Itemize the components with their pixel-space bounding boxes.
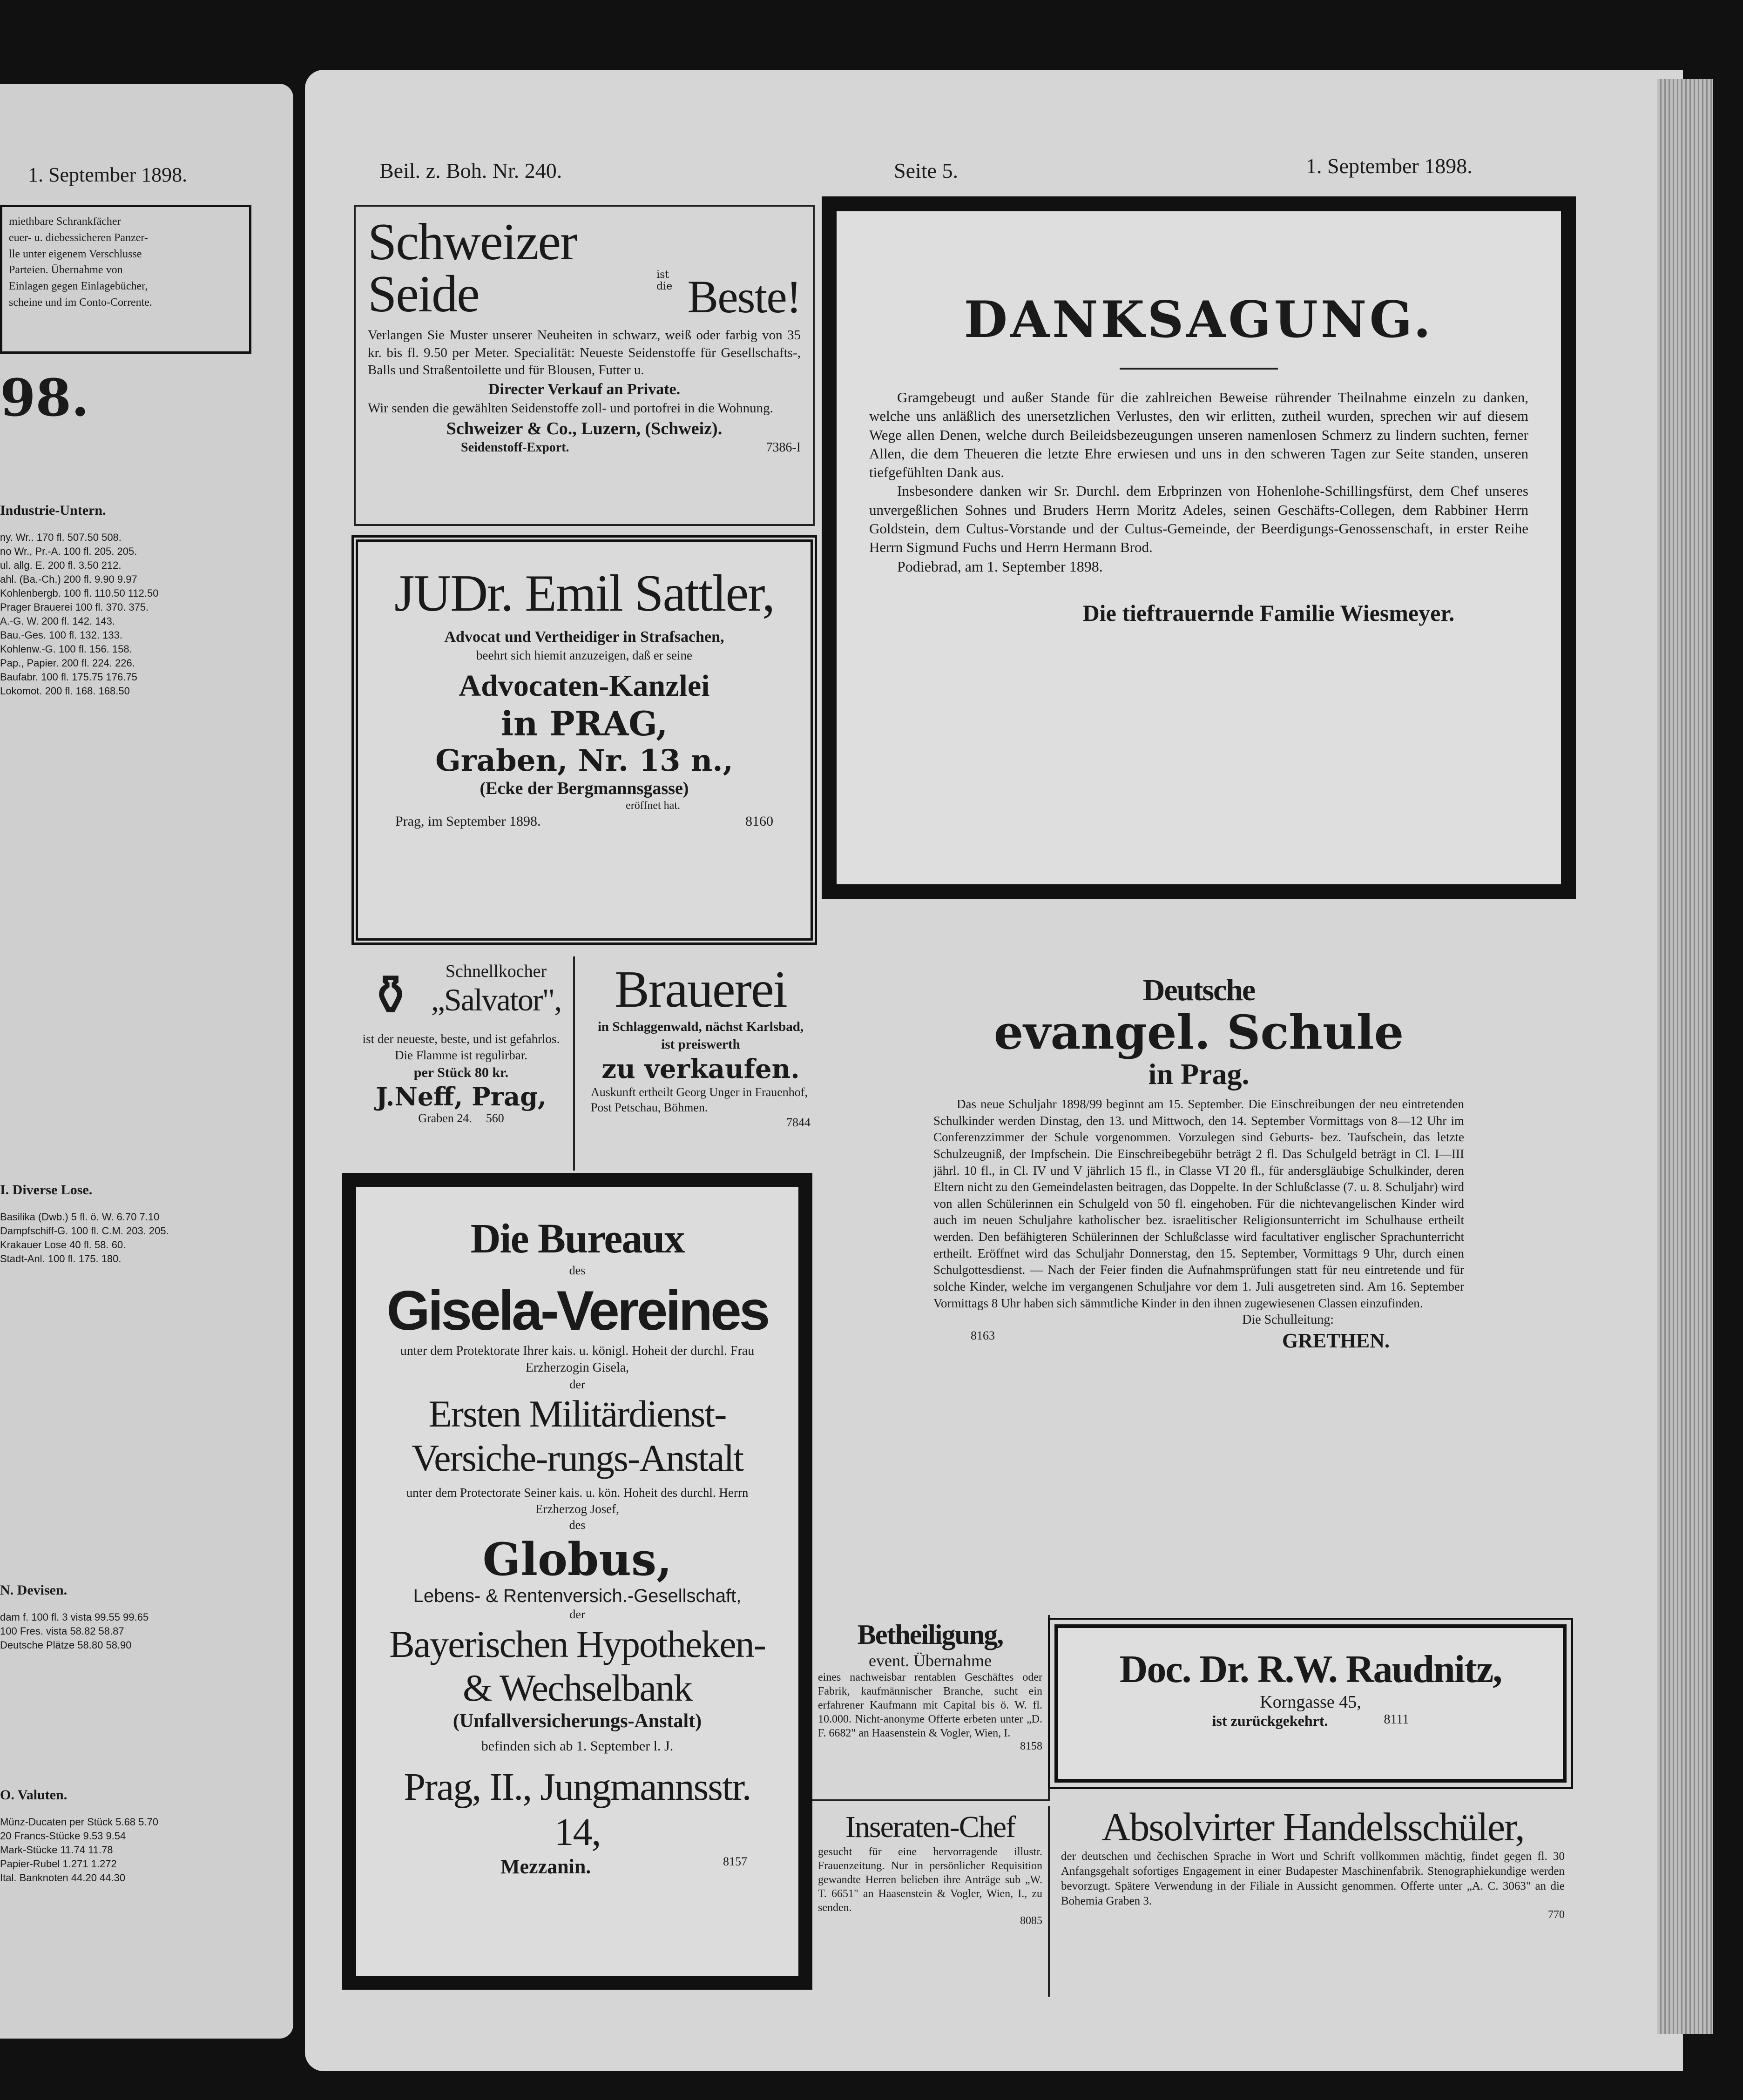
left-rows-b: [0, 1210, 256, 1266]
schule-sig2: GRETHEN.: [1282, 1329, 1390, 1352]
schule-l2: evangel. Schule: [993, 1005, 1404, 1060]
left-row: Papier-Rubel 1.271 1.272: [0, 1858, 117, 1870]
ad-handelsschueler: [1054, 1801, 1571, 1997]
gisela-l13: (Unfallversicherungs-Anstalt): [453, 1710, 702, 1732]
sattler-corner: (Ecke der Bergmannsgasse): [480, 779, 689, 799]
salvator-top: [356, 961, 567, 1031]
schule-body: Das neue Schuljahr 1898/99 beginnt am 15. September. Die Einschreibungen der neu eintretenden Schulkinder werden Dinstag, den 13. und Mittwoch, den 14. September Vormittags von 8—12 Uhr im Conferenzzimmer der Schule vorgenommen. Vorzulegen sind Geburts- bez. Taufschein, das letzte Schulzeugniß, der Impfschein. Die Einschreibegebühr beträgt 2 fl. Das Schulgeld beträgt in Cl. I—III jährl. 10 fl., in Cl. IV und V jährlich 15 fl., in Classe VI 20 fl., für andersgläubige Schulkinder, deren Eltern nicht zu den Gemeindelasten beitragen, das Doppelte. In der Schlußclasse (7. u. 8. Schuljahr) wird von allen Schülerinnen ein Schulgeld von 50 fl. eingehoben. Für die nichtevangelischen Kinder wird auch im neuen Schuljahre katholischer bez. israelitischer Religionsunterricht im Schulhause ertheilt werden. Den befähigteren Schülerinnen der Schlußclasse wird facultativer englischer Sprachunterricht ertheilt. Eröffnet wird das Schuljahr Donnerstag, den 15. September, Vormittags 9 Uhr, durch einen Schulgottesdienst. — Nach der Feier finden die Aufnahmsprüfungen statt für neu eintretende und für solche Kinder, welche im vergangenen Schuljahre vor dem 1. Juli ausgetreten sind. Am 16. September Vormittags 8 Uhr haben sich sämmtliche Kinder in den ihnen zugewiesenen Classen einzufinden.: [933, 1097, 1464, 1310]
sattler-name: JUDr. Emil Sattler,: [394, 565, 775, 622]
raudnitz-footer: [1072, 1712, 1549, 1730]
gisela-l4: unter dem Protektorate Ihrer kais. u. königl. Hoheit der durchl. Frau Erzherzogin Gisela,: [400, 1343, 755, 1375]
left-box-line: Parteien. Übernahme von: [9, 264, 123, 276]
left-row: Deutsche Plätze 58.80 58.90: [0, 1639, 132, 1651]
ad-schule: [924, 973, 1473, 1578]
left-row: Basilika (Dwb.) 5 fl. ö. W. 6.70 7.10: [0, 1211, 160, 1223]
sattler-code: 8160: [745, 813, 773, 829]
left-row: ul. allg. E. 200 fl. 3.50 212.: [0, 559, 122, 571]
left-box-line: Einlagen gegen Einlagebücher,: [9, 280, 148, 293]
sattler-address: Graben, Nr. 13 n.,: [435, 743, 733, 779]
schule-l1: Deutsche: [1142, 973, 1255, 1007]
left-year-heading: 98.: [0, 368, 89, 428]
schule-footer: [933, 1329, 1464, 1353]
betheiligung-code: 8158: [1020, 1740, 1042, 1752]
danksagung-body2: Insbesondere danken wir Sr. Durchl. dem Erbprinzen von Hohenlohe-Schillingsfürst, dem Chef unseres unvergeßlichen Sohnes und Bruders Herrn Moritz Adeles, seinen Geschäfts-Collegen, dem Rabbiner Herrn Goldstein, dem Cultus-Vorstande und der Cultus-Gemeinde, der Beerdigungs-Genossenschaft, in erster Reihe Herrn Sigmund Fuchs und Herrn Hermann Brod.: [869, 483, 1528, 556]
right-page: [305, 70, 1683, 2071]
seide-firm: Schweizer & Co., Luzern, (Schweiz).: [446, 418, 723, 438]
left-rows-d: [0, 1815, 256, 1885]
left-row: Dampfschiff-G. 100 fl. C.M. 203. 205.: [0, 1225, 169, 1237]
ad-brauerei: [584, 956, 817, 1171]
left-row: Pap., Papier. 200 fl. 224. 226.: [0, 657, 135, 669]
sattler-date: Prag, im September 1898.: [395, 813, 541, 829]
inseraten-code: 8085: [1020, 1915, 1042, 1927]
left-row: Stadt-Anl. 100 fl. 175. 180.: [0, 1253, 122, 1265]
gisela-l12: Bayerischen Hypotheken-& Wechselbank: [389, 1622, 765, 1710]
salvator-kettle-icon: ⚱: [367, 963, 414, 1028]
raudnitz-addr: Korngasse 45,: [1260, 1692, 1361, 1712]
salvator-name: „Salvator",: [431, 982, 561, 1017]
gisela-l16: Mezzanin.: [500, 1855, 591, 1878]
ad-inseraten-chef: [812, 1806, 1050, 1997]
sattler-city: in PRAG,: [500, 704, 668, 744]
seide-firm-sub: Seidenstoff-Export.: [461, 440, 569, 455]
book-page-edges: [1657, 79, 1713, 2034]
salvator-addr: Graben 24.: [418, 1111, 472, 1125]
ad-salvator: [349, 956, 575, 1171]
handelsschueler-body: der deutschen und čechischen Sprache in Wort und Schrift vollkommen mächtig, findet gegen fl. 30 Anfangsgehalt sofortiges Engagement in einer Budapester Maschinenfabrik. Stenographiekundige werden bevorzugt. Spätere Verwendung in der Filiale in Aussicht genommen. Offerte unter „A. C. 3063" an die Bohemia Graben 3.: [1061, 1850, 1565, 1907]
salvator-code: 560: [486, 1111, 504, 1125]
left-row: ny. Wr.. 170 fl. 507.50 508.: [0, 532, 122, 543]
gisela-code: 8157: [723, 1855, 747, 1869]
left-row: A.-G. W. 200 fl. 142. 143.: [0, 615, 115, 627]
brauerei-code: 7844: [786, 1116, 811, 1130]
betheiligung-sub: event. Übernahme: [869, 1651, 992, 1670]
gisela-l7: unter dem Protectorate Seiner kais. u. kön. Hoheit des durchl. Herrn Erzherzog Josef,: [406, 1485, 749, 1516]
left-row: Bau.-Ges. 100 fl. 132. 133.: [0, 629, 122, 641]
ad-schweizer-seide: [354, 205, 815, 526]
left-row: Mark-Stücke 11.74 11.78: [0, 1844, 113, 1856]
sattler-office: Advocaten-Kanzlei: [459, 669, 710, 703]
salvator-price: per Stück 80 kr.: [413, 1065, 509, 1081]
betheiligung-body: eines nachweisbar rentablen Geschäftes oder Fabrik, kaufmännischer Branche, sucht ein erfahrener Kaufmann mit Capital bis ö. W. fl. 10.000. Nicht-anonyme Offerte erbeten unter „D. F. 6682" an Haasenstein & Vogler, Wien, I.: [818, 1671, 1042, 1739]
brauerei-action: zu verkaufen.: [601, 1053, 800, 1084]
left-row: Krakauer Lose 40 fl. 58. 60.: [0, 1239, 126, 1251]
salvator-kind: Schnellkocher: [445, 962, 547, 981]
seide-body: Verlangen Sie Muster unserer Neuheiten in schwarz, weiß oder farbig von 35 kr. bis fl. 9.50 per Meter. Specialität: Neueste Seidenstoffe für Gesellschafts-, Balls und Straßentoilette und für Blousen, Futter u.: [368, 328, 801, 378]
gisela-l8: des: [569, 1518, 586, 1532]
left-row: 100 Fres. vista 58.82 58.87: [0, 1625, 124, 1637]
raudnitz-code: 8111: [1384, 1712, 1409, 1727]
brauerei-info: Auskunft ertheilt Georg Unger in Frauenhof, Post Petschau, Böhmen.: [591, 1085, 808, 1115]
schule-l3: in Prag.: [1148, 1057, 1250, 1090]
betheiligung-title: Betheiligung,: [857, 1619, 1003, 1650]
danksagung-place: Podiebrad, am 1. September 1898.: [897, 558, 1103, 575]
left-row: ahl. (Ba.-Ch.) 200 fl. 9.90 9.97: [0, 573, 137, 585]
sattler-line2: beehrt sich hiemit anzuzeigen, daß er seine: [476, 648, 693, 663]
header-date: 1. September 1898.: [1306, 154, 1473, 178]
header-page-number: Seite 5.: [894, 159, 958, 182]
left-row: 20 Francs-Stücke 9.53 9.54: [0, 1830, 126, 1842]
inseraten-body: gesucht für eine hervorragende illustr. Frauenzeitung. Nur in persönlicher Requisition gewandte Herren belieben ihre Anträge sub „W. T. 6651" an Haasenstein & Vogler, Wien, I., zu senden.: [818, 1846, 1042, 1914]
danksagung-body: Gramgebeugt und außer Stande für die zahlreichen Beweise rührender Theilnahme einzeln zu danken, welche uns anläßlich des unersetzlichen Verlustes, den wir erlitten, zutheil wurden, sprechen wir auf diesem Wege allen Denen, welche durch Beileidsbezeugungen unseren namenlosen Schmerz zu lindern suchten, ferner Allen, die dem Theueren die letzte Ehre erwiesen und uns in den schweren Tagen zur Seite standen, unseren tiefgefühlten Dank aus.: [869, 389, 1528, 481]
left-box-line: euer- u. diebessicheren Panzer-: [9, 231, 148, 244]
left-row: Prager Brauerei 100 fl. 370. 375.: [0, 601, 149, 613]
left-row: Kohlenbergb. 100 fl. 110.50 112.50: [0, 587, 159, 599]
left-row: no Wr., Pr.-A. 100 fl. 205. 205.: [0, 545, 137, 557]
ad-betheiligung: [812, 1615, 1050, 1801]
danksagung-rule: [1120, 368, 1278, 370]
seide-direct: Directer Verkauf an Private.: [488, 381, 681, 398]
gisela-l1: Die Bureaux: [470, 1216, 684, 1262]
gisela-footer: [379, 1855, 775, 1878]
left-row: Münz-Ducaten per Stück 5.68 5.70: [0, 1816, 158, 1828]
ad-raudnitz: [1054, 1624, 1567, 1783]
left-section-industrie: Industrie-Untern.: [0, 503, 106, 518]
gisela-l3: Gisela-Vereines: [386, 1279, 768, 1342]
left-row: dam f. 100 fl. 3 vista 99.55 99.65: [0, 1611, 149, 1623]
left-row: Kohlenw.-G. 100 fl. 156. 158.: [0, 643, 132, 655]
left-section-devisen: N. Devisen.: [0, 1582, 68, 1598]
gisela-l6: Ersten Militärdienst-Versiche-rungs-Anstalt: [411, 1393, 743, 1479]
left-rows-c: [0, 1610, 256, 1652]
sattler-line1: Advocat und Vertheidiger in Strafsachen,: [444, 628, 724, 646]
seide-title-row: [368, 213, 801, 323]
left-row: Baufabr. 100 fl. 175.75 176.75: [0, 671, 137, 683]
gisela-l14: befinden sich ab 1. September l. J.: [481, 1738, 674, 1754]
left-box-line: miethbare Schrankfächer: [9, 215, 121, 228]
schule-code: 8163: [971, 1328, 995, 1342]
left-section-diverse: I. Diverse Lose.: [0, 1182, 93, 1198]
salvator-footer: [356, 1111, 567, 1125]
left-page: [0, 84, 293, 2039]
seide-body2: Wir senden die gewählten Seidenstoffe zoll- und portofrei in die Wohnung.: [368, 401, 773, 416]
handelsschueler-code: 770: [1548, 1908, 1565, 1921]
gisela-l11: der: [569, 1607, 585, 1621]
sattler-opened: eröffnet hat.: [626, 800, 680, 812]
brauerei-title: Brauerei: [615, 961, 787, 1018]
seide-title-small: ist die: [656, 269, 673, 292]
salvator-firm: J.Neff, Prag,: [376, 1082, 547, 1112]
left-page-date: 1. September 1898.: [28, 163, 188, 186]
ad-sattler: [351, 535, 817, 945]
salvator-title-block: [426, 961, 567, 1031]
seide-footer: [368, 440, 801, 455]
raudnitz-status: ist zurückgekehrt.: [1212, 1712, 1328, 1729]
left-box-line: scheine und im Conto-Corrente.: [9, 296, 152, 309]
left-top-box: [0, 205, 251, 354]
header-paper: Beil. z. Boh. Nr. 240.: [379, 159, 562, 182]
gisela-l5: der: [569, 1377, 585, 1391]
seide-title-suffix: Beste!: [687, 271, 801, 323]
seide-title: Schweizer Seide: [368, 213, 577, 323]
gisela-l15: Prag, II., Jungmannsstr. 14,: [404, 1765, 751, 1854]
salvator-body: ist der neueste, beste, und ist gefahrlos. Die Flamme ist regulirbar.: [362, 1032, 560, 1063]
danksagung-signature: Die tieftrauernde Familie Wiesmeyer.: [1082, 600, 1455, 626]
left-box-line: lle unter eigenem Verschlusse: [9, 248, 142, 260]
seide-code: 7386-I: [766, 440, 801, 455]
left-row: Lokomot. 200 fl. 168. 168.50: [0, 685, 130, 697]
left-section-valuten: O. Valuten.: [0, 1787, 68, 1803]
handelsschueler-title: Absolvirter Handelsschüler,: [1101, 1804, 1524, 1849]
gisela-l9: Globus,: [482, 1533, 672, 1586]
brauerei-body: in Schlaggenwald, nächst Karlsbad, ist preiswerth: [597, 1019, 804, 1052]
gisela-l2: des: [569, 1264, 586, 1277]
gisela-l10: Lebens- & Rentenversich.-Gesellschaft,: [413, 1585, 742, 1606]
left-rows-a: [0, 531, 256, 698]
sattler-footer: [377, 814, 792, 829]
inseraten-title: Inseraten-Chef: [845, 1810, 1015, 1844]
ad-danksagung: [822, 196, 1576, 899]
left-row: Ital. Banknoten 44.20 44.30: [0, 1872, 126, 1884]
schule-sig1: Die Schulleitung:: [1242, 1312, 1334, 1327]
ad-gisela: [342, 1173, 812, 1990]
danksagung-title: DANKSAGUNG.: [964, 290, 1434, 349]
raudnitz-name: Doc. Dr. R.W. Raudnitz,: [1119, 1648, 1502, 1691]
